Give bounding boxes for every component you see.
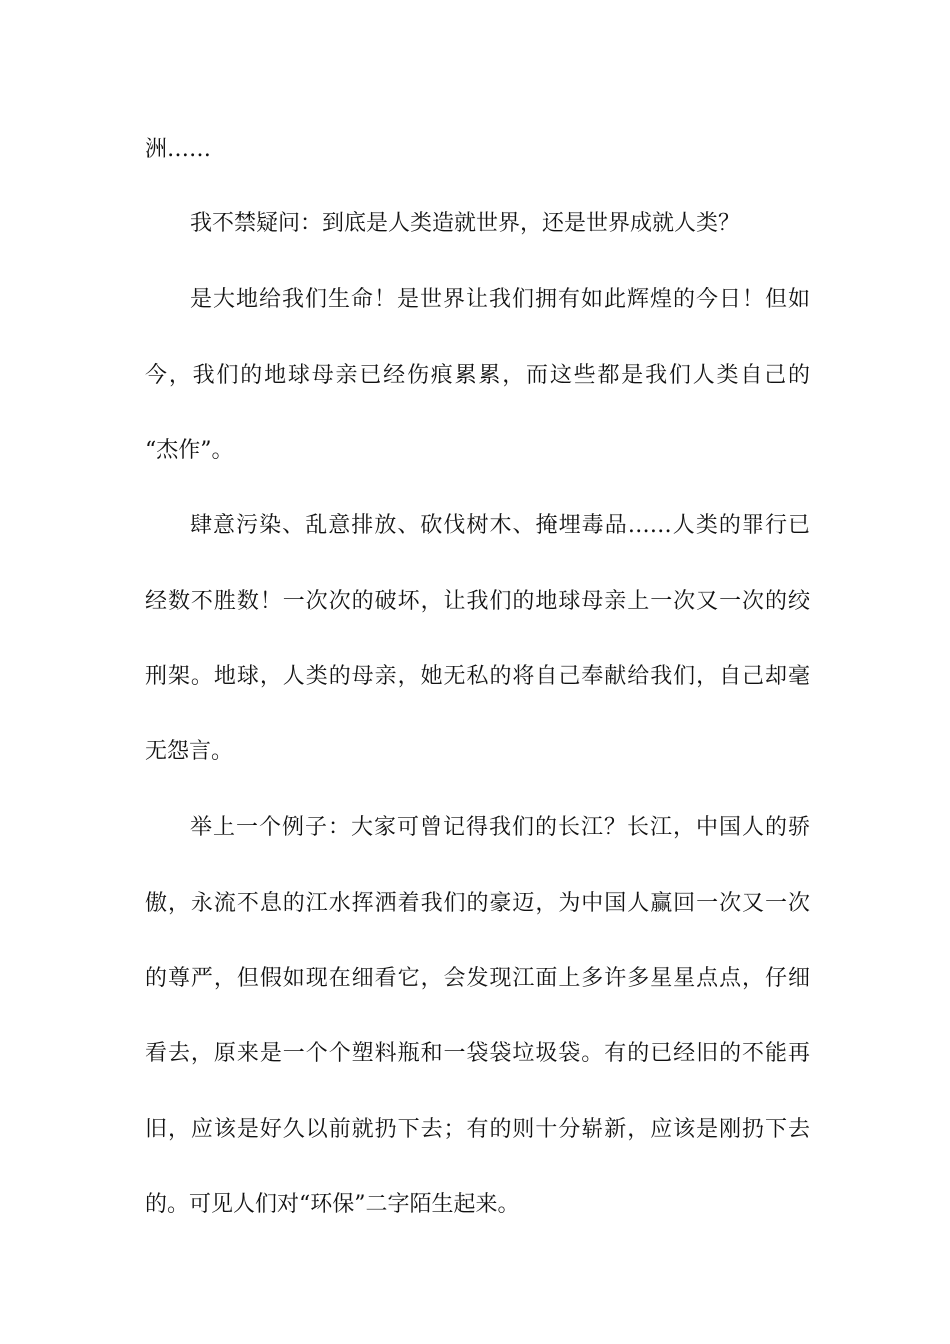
text-line: 是大地给我们生命！是世界让我们拥有如此辉煌的今日！但如 (190, 287, 810, 312)
text-line: 傲，永流不息的江水挥洒着我们的豪迈，为中国人赢回一次又一次 (145, 891, 810, 916)
text-line: 洲…… (145, 137, 212, 162)
text-line: 刑架。地球，人类的母亲，她无私的将自己奉献给我们，自己却毫 (145, 664, 810, 689)
text-line: 的尊严，但假如现在细看它，会发现江面上多许多星星点点，仔细 (145, 966, 810, 991)
text-line: 举上一个例子：大家可曾记得我们的长江？长江，中国人的骄 (190, 815, 810, 840)
text-line: 肆意污染、乱意排放、砍伐树木、掩埋毒品……人类的罪行已 (190, 513, 810, 538)
text-line: 看去，原来是一个个塑料瓶和一袋袋垃圾袋。有的已经旧的不能再 (145, 1041, 810, 1066)
text-line: “杰作”。 (145, 438, 234, 463)
text-line: 我不禁疑问：到底是人类造就世界，还是世界成就人类？ (190, 211, 741, 236)
text-line: 的。可见人们对“环保”二字陌生起来。 (145, 1192, 520, 1217)
text-line: 今，我们的地球母亲已经伤痕累累，而这些都是我们人类自己的 (145, 363, 810, 388)
text-line: 经数不胜数！一次次的破坏，让我们的地球母亲上一次又一次的绞 (145, 589, 810, 614)
text-line: 旧，应该是好久以前就扔下去；有的则十分崭新，应该是刚扔下去 (145, 1117, 810, 1142)
text-line: 无怨言。 (145, 739, 234, 764)
